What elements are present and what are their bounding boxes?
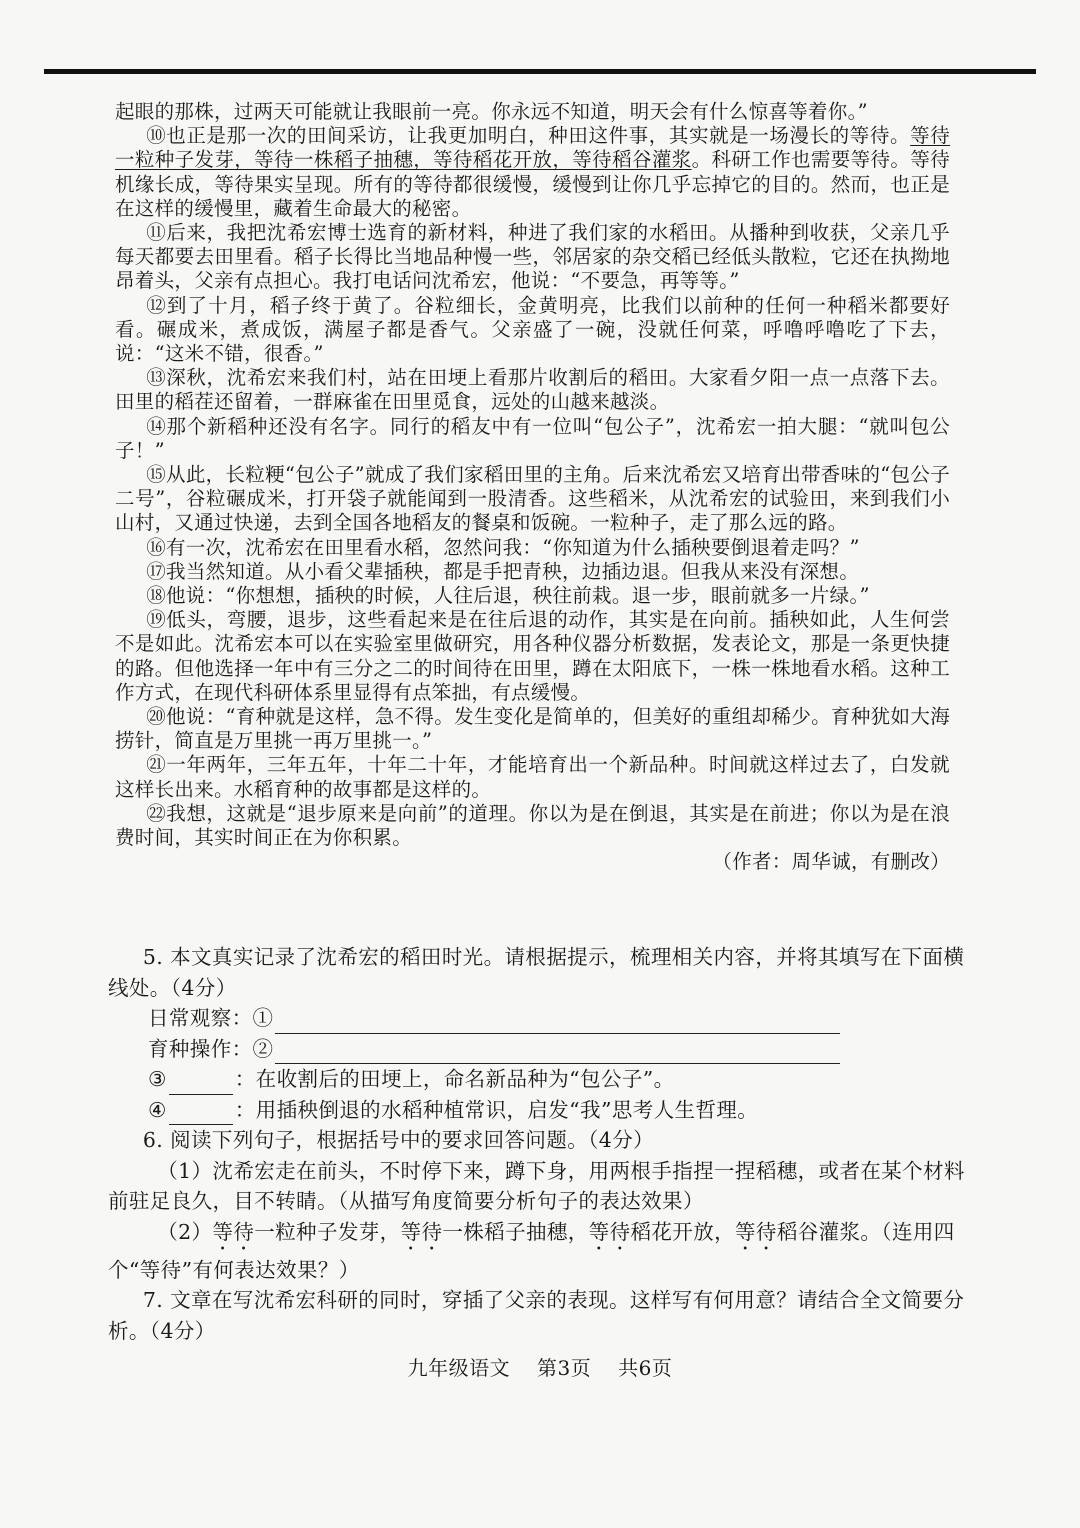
q5-item-4-number: ④ bbox=[148, 1097, 167, 1122]
q6-2-text-3: 稻花开放， bbox=[630, 1219, 735, 1244]
paragraph-11: ⑪后来，我把沈希宏博士选育的新材料，种进了我们家的水稻田。从播种到收获，父亲几乎每天都要去田里看。稻子长得比当地品种慢一些，邻居家的杂交稻已经低头散粒，它还在执拗地昂着头，父亲有点担心。我打电话问沈希宏，他说：“不要急，再等等。” bbox=[115, 221, 950, 293]
paragraph-22: ㉒我想，这就是“退步原来是向前”的道理。你以为是在倒退，其实是在前进；你以为是在浪费时间，其实时间正在为你积累。 bbox=[115, 801, 950, 850]
paragraph-16: ⑯有一次，沈希宏在田里看水稻，忽然问我：“你知道为什么插秧要倒退着走吗？” bbox=[146, 535, 860, 559]
footer-total: 共6页 bbox=[618, 1356, 673, 1380]
paragraph-20: ⑳他说：“育种就是这样，急不得。发生变化是简单的，但美好的重组却稀少。育种犹如大海捞针，简直是万里挑一再万里挑一。” bbox=[115, 705, 950, 753]
q5-item-4-text: ：用插秧倒退的水稻种植常识，启发“我”思考人生哲理。 bbox=[234, 1097, 759, 1122]
q6-2-text-2: 一株稻子抽穗， bbox=[442, 1219, 589, 1244]
p10-underlined-sentence: 等待一粒种子发芽，等待一株稻子抽穗，等待稻花开放，等待稻谷灌浆 bbox=[115, 124, 950, 172]
emphasis-word-2: 等待 bbox=[400, 1219, 443, 1244]
question-6-part-1: （1）沈希宏走在前头，不时停下来，蹲下身，用两根手指捏一捏稻穗，或者在某个材料前驻足良久，目不转睛。（从描写角度简要分析句子的表达效果） bbox=[108, 1158, 965, 1213]
q6-2-number: （2） bbox=[157, 1219, 213, 1244]
page-footer bbox=[0, 1352, 1080, 1381]
question-5-item-1 bbox=[108, 1003, 983, 1034]
q5-item-4-answer-line[interactable] bbox=[169, 1104, 233, 1125]
q5-item-3-text: ：在收割后的田埂上，命名新品种为“包公子”。 bbox=[234, 1067, 675, 1091]
q5-item-1-answer-line[interactable] bbox=[275, 1011, 840, 1034]
paragraph-12: ⑫到了十月，稻子终于黄了。谷粒细长，金黄明亮，比我们以前种的任何一种稻米都要好看。碾成米，煮成饭，满屋子都是香气。父亲盛了一碗，没就任何菜，呼噜呼噜吃了下去，说：“这米不错，很香。” bbox=[115, 293, 950, 366]
q5-item-2-label: 育种操作：② bbox=[148, 1036, 274, 1061]
questions-section bbox=[108, 942, 983, 1346]
footer-page: 第3页 bbox=[537, 1356, 592, 1380]
paragraph-14: ⑭那个新稻种还没有名字。同行的稻友中有一位叫“包公子”，沈希宏一拍大腿：“就叫包公子！” bbox=[115, 414, 950, 462]
q5-item-3-number: ③ bbox=[148, 1067, 167, 1091]
emphasis-word-3: 等待 bbox=[588, 1219, 631, 1244]
paragraph-19: ⑲低头，弯腰，退步，这些看起来是在往后退的动作，其实是在向前。插秧如此，人生何尝不是如此。沈希宏本可以在实验室里做研究，用各种仪器分析数据，发表论文，那是一条更快捷的路。但他选择一年中有三分之二的时间待在田里，蹲在太阳底下，一株一株地看水稻。这种工作方式，在现代科研体系里显得有点笨拙，有点缓慢。 bbox=[115, 608, 950, 704]
question-7: 7. 文章在写沈希宏科研的同时，穿插了父亲的表现。这样写有何用意？请结合全文简要分析。（4分） bbox=[108, 1288, 965, 1343]
paragraph-17: ⑰我当然知道。从小看父辈插秧，都是手把青秧，边插边退。但我从来没有深想。 bbox=[146, 559, 859, 583]
paragraph-15: ⑮从此，长粒粳“包公子”就成了我们家稻田里的主角。后来沈希宏又培育出带香味的“包公子二号”，谷粒碾成米，打开袋子就能闻到一股清香。这些稻米，从沈希宏的试验田，来到我们小山村，又通过快递，去到全国各地稻友的餐桌和饭碗。一粒种子，走了那么远的路。 bbox=[115, 463, 950, 535]
emphasis-word-4: 等待 bbox=[735, 1219, 777, 1244]
p10-start: ⑩也正是那一次的田间采访，让我更加明白，种田这件事，其实就是一场漫长的等待。 bbox=[146, 124, 911, 148]
p10-end: 。科研工作也需要等待。等待机缘长成，等待果实呈现。所有的等待都很缓慢，缓慢到让你几乎忘掉它的目的。然而，也正是在这样的缓慢里，藏着生命最大的秘密。 bbox=[115, 148, 951, 220]
question-6-part-2 bbox=[108, 1217, 983, 1286]
paragraph-18: ⑱他说：“你想想，插秧的时候，人往后退，秧往前栽。退一步，眼前就多一片绿。” bbox=[146, 584, 870, 608]
emphasis-word-1: 等待 bbox=[212, 1219, 255, 1244]
paragraph-13: ⑬深秋，沈希宏来我们村，站在田埂上看那片收割后的稻田。大家看夕阳一点一点落下去。田里的稻茬还留着，一群麻雀在田里觅食，远处的山越来越淡。 bbox=[115, 366, 950, 414]
reading-passage bbox=[115, 100, 950, 875]
top-rule bbox=[44, 69, 1036, 74]
q6-2-text-4: 稻谷灌浆。（连用四个“等待”有何表达效果？） bbox=[108, 1219, 955, 1282]
q5-item-2-answer-line[interactable] bbox=[275, 1041, 840, 1064]
footer-subject: 九年级语文 bbox=[407, 1356, 511, 1380]
question-5-item-2 bbox=[108, 1034, 983, 1065]
q6-2-text-1: 一粒种子发芽， bbox=[254, 1219, 401, 1244]
paragraph-10 bbox=[115, 124, 950, 221]
question-6: 6. 阅读下列句子，根据括号中的要求回答问题。（4分） bbox=[142, 1128, 655, 1152]
paragraph-9-end: 起眼的那株，过两天可能就让我眼前一亮。你永远不知道，明天会有什么惊喜等着你。” bbox=[115, 100, 868, 123]
q5-item-3-answer-line[interactable] bbox=[169, 1074, 233, 1095]
author-credit: （作者：周华诚，有删改） bbox=[712, 850, 950, 874]
question-5-item-3 bbox=[108, 1064, 983, 1095]
question-5-item-4 bbox=[108, 1095, 983, 1126]
question-5: 5. 本文真实记录了沈希宏的稻田时光。请根据提示，梳理相关内容，并将其填写在下面横线处。（4分） bbox=[108, 945, 965, 1000]
paragraph-21: ㉑一年两年，三年五年，十年二十年，才能培育出一个新品种。时间就这样过去了，白发就这样长出来。水稻育种的故事都是这样的。 bbox=[115, 753, 950, 801]
q5-item-1-label: 日常观察：① bbox=[148, 1006, 274, 1030]
